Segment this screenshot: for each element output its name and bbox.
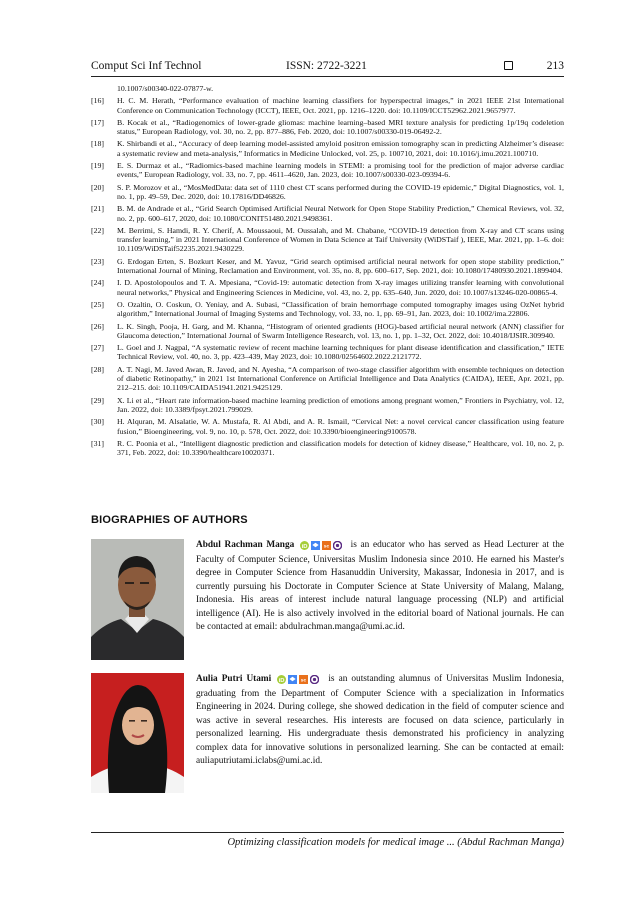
page-footer: Optimizing classification models for medical image ... (Abdul Rachman Manga) bbox=[227, 837, 564, 848]
page-number: 213 bbox=[546, 60, 564, 72]
footer-rule bbox=[91, 832, 564, 833]
reference-item: [23] G. Erdogan Erten, S. Bozkurt Keser, and M. Yavuz, “Grid search optimised artificial neural network for open stope stability prediction,” International Journal of Mining, Reclamation and Environment, vol. 35, no. 8, pp. 600–617, Sep. 2021, doi: 10.1080/17480930.2021.1899404. bbox=[91, 256, 564, 276]
journal-name: Comput Sci Inf Technol bbox=[91, 60, 202, 72]
issn: ISSN: 2722-3221 bbox=[286, 60, 367, 72]
wos-icon[interactable] bbox=[333, 541, 342, 550]
svg-text:sc: sc bbox=[301, 679, 307, 685]
svg-text:iD: iD bbox=[301, 544, 308, 551]
reference-item: [19] E. S. Durmaz et al., “Radiomics-based machine learning models in STEMI: a promising tool for the prediction of major adverse cardiac events,” European Radiology, vol. 33, no. 7, pp. 4611–4620, Jan. 2023, doi: 10.1007/s00330-023-09394-6. bbox=[91, 161, 564, 180]
reference-item: [21] B. M. de Andrade et al., “Grid Search Optimised Artificial Neural Network for Open Stope Stability Prediction,” Chemical Reviews, vol. 32, no. 2, pp. 600–617, 2020, doi: 10.1080/CONIT51480.2021.9498361. bbox=[91, 204, 564, 223]
reference-item: [27] L. Goel and J. Nagpal, “A systematic review of recent machine learning techniques for plant disease identification and classification,” IETE Technical Review, vol. 40, no. 3, pp. 423–439, May 2023, doi: 10.1080/02564602.2022.2121772. bbox=[91, 343, 564, 362]
wos-icon[interactable] bbox=[310, 675, 319, 684]
author-bio-2 bbox=[196, 673, 564, 769]
reference-item: [25] O. Ozaltin, O. Coskun, O. Yeniay, and A. Subasi, “Classification of brain hemorrhage computed tomography images using OzNet hybrid algorithm,” International Journal of Imaging Systems and Technology, vol. 33, no. 1, pp. 69–91, Jan. 2023, doi: 10.1002/ima.22806. bbox=[91, 299, 564, 319]
checkbox-square-icon bbox=[504, 61, 513, 70]
author-bio-text: is an educator who has served as Head Lecturer at the Faculty of Computer Science, Universitas Muslim Indonesia since 2010. He earned his Master's degree in Computer Science from Hasanuddin University, Makassar, Indonesia in 2017, and is currently pursuing his Doctorate in Computer Science at State University of Malang, Malang, Indonesia. His areas of interest include natural language processing (NLP) and artificial intelligence (AI). He is also actively involved in the editorial board of National journals. He can be contacted at email: abdulrachman.manga@umi.ac.id. bbox=[196, 540, 565, 632]
reference-item: [30] H. Alquran, M. Alsalatie, W. A. Mustafa, R. Al Abdi, and A. R. Ismail, “Cervical Net: a novel cervical cancer classification using feature fusion,” Bioengineering, vol. 9, no. 10, p. 578, Oct. 2022, doi: 10.3390/bioengineering9100578. bbox=[91, 417, 564, 436]
reference-item: [31] R. C. Poonia et al., “Intelligent diagnostic prediction and classification models for detection of kidney disease,” Healthcare, vol. 10, no. 2, p. 371, Feb. 2022, doi: 10.3390/healthcare10020371. bbox=[91, 438, 564, 458]
author-bio-text: is an outstanding alumnus of Universitas Muslim Indonesia, graduating from the Department of Computer Science with a specialization in Informatics Engineering in 2024. During college, she showed dedication in the field of computer science and was active in several researches. His interests are focused on data science, particularly in personalized learning. His undergraduate thesis demonstrated his proficiency in analyzing complex data for innovative solutions in personalized learning. She can be contacted at email: auliaputriutami.iclabs@umi.ac.id. bbox=[196, 674, 564, 766]
page-header bbox=[91, 58, 564, 74]
profile-icons bbox=[300, 540, 344, 554]
svg-text:iD: iD bbox=[278, 678, 285, 685]
reference-item: 10.1007/s00340-022-07877-w. bbox=[117, 84, 214, 93]
author-name: Aulia Putri Utami bbox=[196, 674, 272, 684]
orcid-icon[interactable] bbox=[277, 675, 286, 684]
reference-item: [18] K. Shirbandi et al., “Accuracy of deep learning model-assisted amyloid positron emission tomography scan in predicting Alzheimer’s disease: a systematic review and meta-analysis,” Informatics in Medicine Unlocked, vol. 25, p. 100710, 2021, doi: 10.1016/j.imu.2021.100710. bbox=[91, 139, 564, 158]
section-title: BIOGRAPHIES OF AUTHORS bbox=[91, 514, 248, 526]
author-photo-1 bbox=[91, 539, 184, 660]
author-photo-2 bbox=[91, 673, 184, 793]
scholar-icon[interactable] bbox=[311, 541, 320, 550]
header-rule bbox=[91, 76, 564, 77]
author-bio-1 bbox=[196, 539, 564, 635]
reference-item: [16] H. C. M. Herath, “Performance evaluation of machine learning classifiers for hyperspectral images,” in 2021 IEEE 21st International Conference on Communication Technology (ICCT), IEEE, Oct. 2021, pp. 1216–1220. doi: 10.1109/ICCT52962.2021.9657977. bbox=[91, 96, 564, 115]
svg-text:sc: sc bbox=[323, 545, 330, 551]
reference-item: [22] M. Berrimi, S. Hamdi, R. Y. Cherif, A. Moussaoui, M. Oussalah, and M. Chabane, “COVID-19 detection from X-ray and CT scans using transfer learning,” in 2021 International Conference of Women in Data Science at Taif University (WiDSTaif ), IEEE, Mar. 2021, pp. 1–6. doi: 10.1109/WiDSTaif52235.2021.9430229. bbox=[91, 225, 564, 254]
orcid-icon[interactable] bbox=[300, 541, 309, 550]
reference-item: [24] I. D. Apostolopoulos and T. A. Mpesiana, “Covid-19: automatic detection from X-ray images utilizing transfer learning with convolutional neural networks,” Physical and Engineering Sciences in Medicine, vol. 43, no. 2, pp. 635–640, Jun. 2020, doi: 10.1007/s13246-020-00865-4. bbox=[91, 278, 564, 297]
reference-item: [29] X. Li et al., “Heart rate information-based machine learning prediction of emotions among pregnant women,” Frontiers in Psychiatry, vol. 12, Jan. 2022, doi: 10.3389/fpsyt.2021.799029. bbox=[91, 395, 564, 414]
reference-item: [28] A. T. Nagi, M. Javed Awan, R. Javed, and N. Ayesha, “A comparison of two-stage classifier algorithm with ensemble techniques on detection of diabetic Retinopathy,” in 2021 1st International Conference on Artificial Intelligence and Data Analytics (CAIDA), IEEE, Apr. 2021, pp. 212–215. doi: 10.1109/CAIDA51941.2021.9425129. bbox=[91, 364, 564, 393]
profile-icons bbox=[277, 674, 321, 688]
reference-item: [26] L. K. Singh, Pooja, H. Garg, and M. Khanna, “Histogram of oriented gradients (HOG)-based artificial neural network (ANN) classifier for Glaucoma detection,” International Journal of Swarm Intelligence Research, vol. 13, no. 1, pp. 1–32, Oct. 2022, doi: 10.4018/IJSIR.309940. bbox=[91, 321, 564, 340]
reference-item: [17] B. Kocak et al., “Radiogenomics of lower-grade gliomas: machine learning–based MRI texture analysis for predicting 1p/19q codeletion status,” European Radiology, vol. 30, no. 2, pp. 877–886, Feb. 2020, doi: 10.1007/s00330-019-06492-2. bbox=[91, 117, 564, 137]
scholar-icon[interactable] bbox=[288, 675, 297, 684]
scopus-icon[interactable] bbox=[322, 541, 331, 550]
reference-list bbox=[91, 84, 564, 460]
reference-item: [20] S. P. Morozov et al., “MosMedData: data set of 1110 chest CT scans performed during the COVID-19 epidemic,” Digital Diagnostics, vol. 1, no. 1, pp. 49–59, Dec. 2020, doi: 10.17816/DD46826. bbox=[91, 182, 564, 201]
author-name: Abdul Rachman Manga bbox=[196, 540, 295, 550]
scopus-icon[interactable] bbox=[299, 675, 308, 684]
